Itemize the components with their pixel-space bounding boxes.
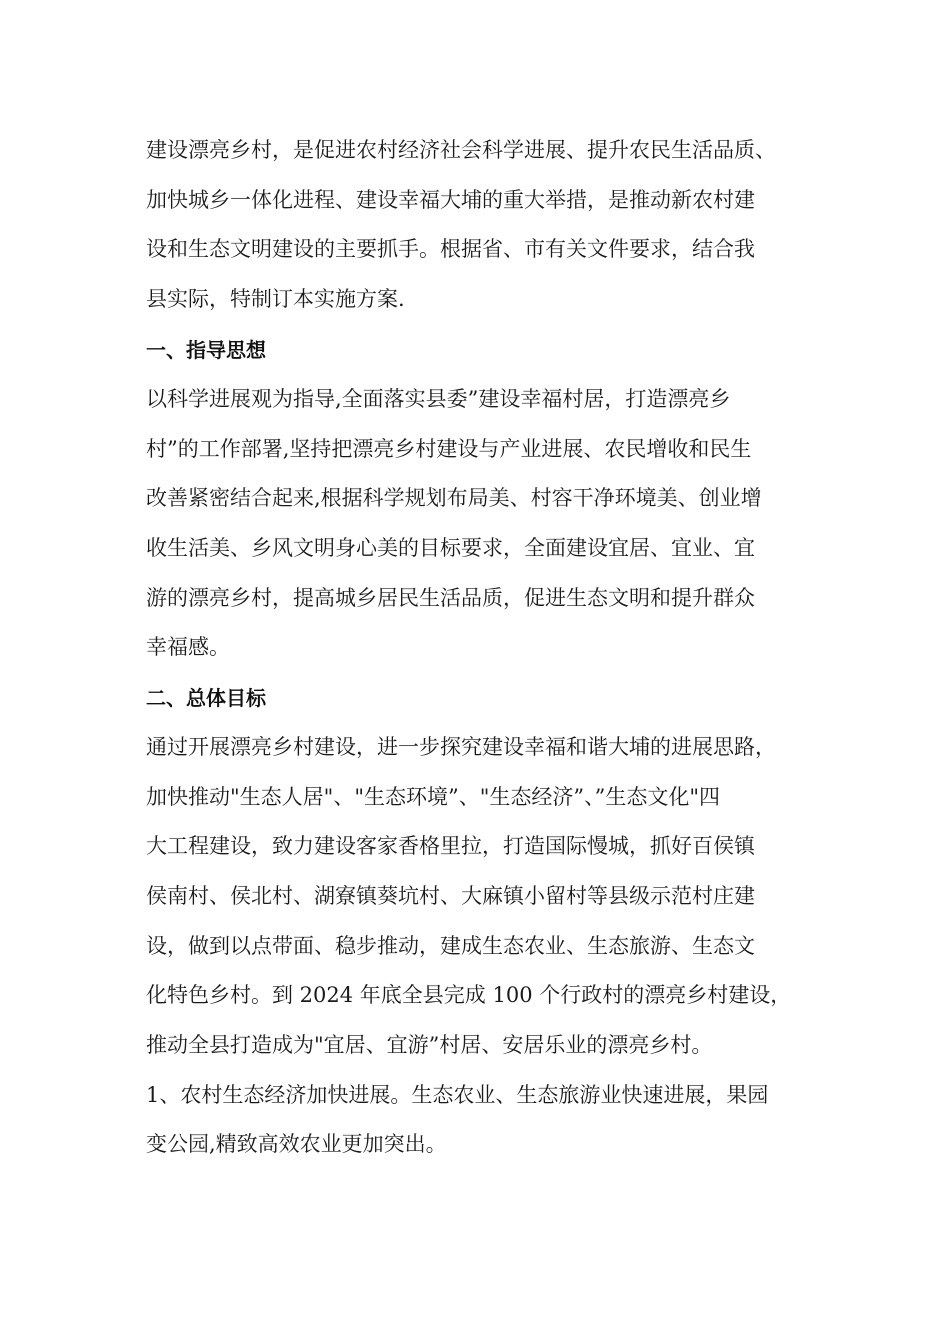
section1-line: 以科学进展观为指导,全面落实县委”建设幸福村居，打造漂亮乡 <box>146 387 731 411</box>
section2-line: 设，做到以点带面、稳步推动，建成生态农业、生态旅游、生态文 <box>146 934 755 958</box>
section1-line: 游的漂亮乡村，提高城乡居民生活品质，促进生态文明和提升群众 <box>146 586 755 610</box>
section1-line: 村”的工作部署,坚持把漂亮乡村建设与产业进展、农民增收和民生 <box>146 437 752 461</box>
item1-line: 1、农村生态经济加快进展。生态农业、生态旅游业快速进展，果园 <box>146 1083 769 1107</box>
intro-line: 县实际，特制订本实施方案. <box>146 287 405 311</box>
section1-line: 幸福感。 <box>146 635 230 659</box>
section2-line: 加快推动"生态人居"、"生态环境”、"生态经济”、”生态文化"四 <box>146 785 721 809</box>
section2-line: 侯南村、侯北村、湖寮镇葵坑村、大麻镇小留村等县级示范村庄建 <box>146 884 755 908</box>
section2-line: 推动全县打造成为"宜居、宜游”村居、安居乐业的漂亮乡村。 <box>146 1033 713 1057</box>
section2-line: 通过开展漂亮乡村建设，进一步探究建设幸福和谐大埔的进展思路， <box>146 735 776 759</box>
intro-line: 加快城乡一体化进程、建设幸福大埔的重大举措，是推动新农村建 <box>146 188 755 212</box>
section-heading-overall-goal: 二、总体目标 <box>146 686 266 710</box>
intro-line: 设和生态文明建设的主要抓手。根据省、市有关文件要求，结合我 <box>146 237 755 261</box>
section1-line: 收生活美、乡风文明身心美的目标要求，全面建设宜居、宜业、宜 <box>146 536 755 560</box>
item1-line: 变公园,精致高效农业更加突出。 <box>146 1132 447 1156</box>
section2-line: 大工程建设，致力建设客家香格里拉，打造国际慢城，抓好百侯镇 <box>146 834 755 858</box>
section2-line: 化特色乡村。到 2024 年底全县完成 100 个行政村的漂亮乡村建设， <box>146 983 792 1007</box>
intro-line: 建设漂亮乡村，是促进农村经济社会科学进展、提升农民生活品质、 <box>146 138 776 162</box>
section1-line: 改善紧密结合起来,根据科学规划布局美、村容干净环境美、创业增 <box>146 486 762 510</box>
section-heading-guiding-thought: 一、指导思想 <box>146 338 266 362</box>
